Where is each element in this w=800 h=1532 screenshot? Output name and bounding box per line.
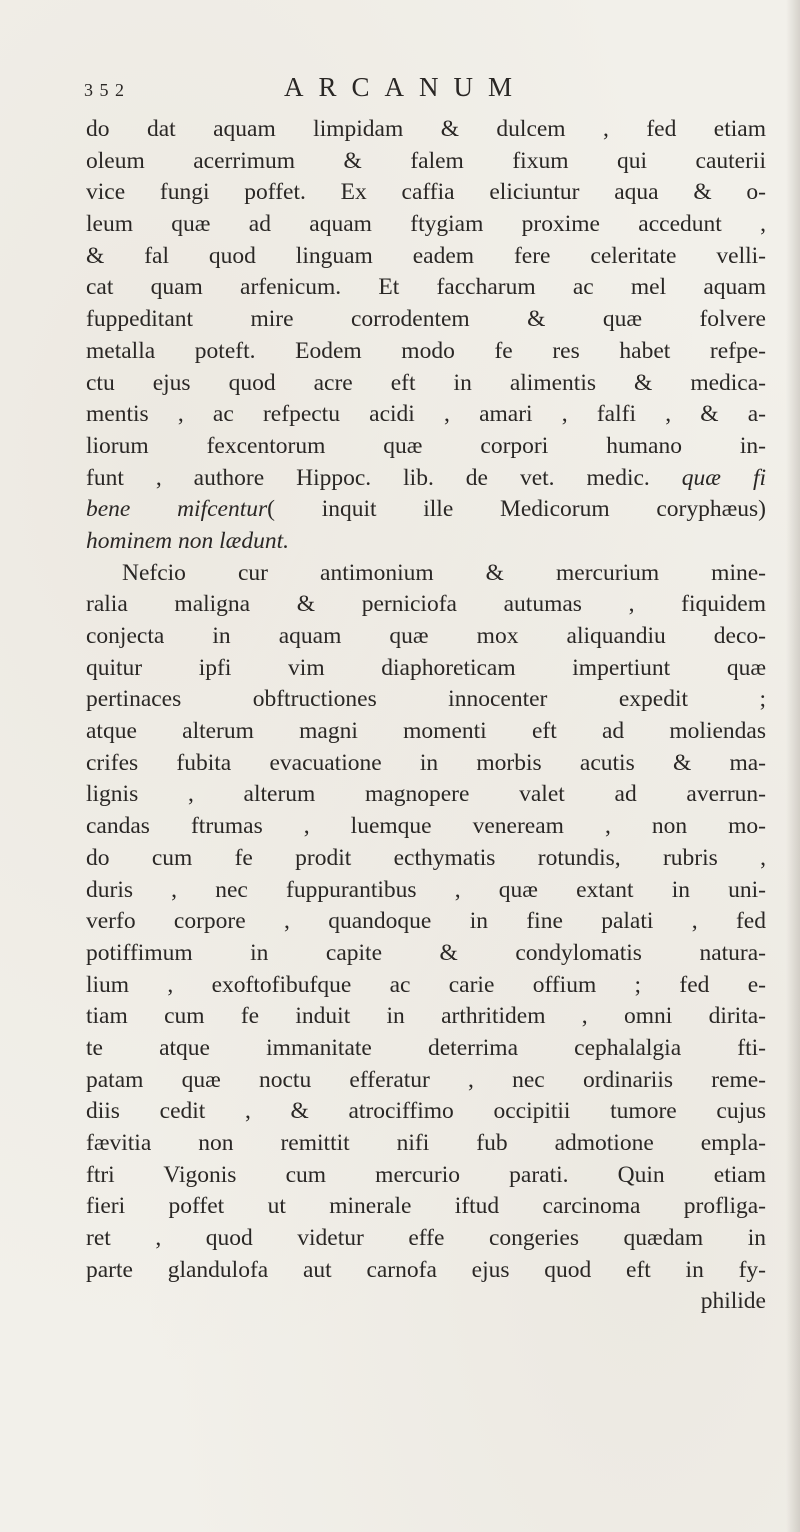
text-line [86, 970, 766, 1002]
line-text: tiam cum fe induit in arthritidem , omni dirita- [86, 1003, 766, 1030]
line-text: metalla poteft. Eodem modo fe res habet refpe- [86, 337, 766, 364]
text-line [86, 272, 766, 304]
text-line [86, 1223, 766, 1255]
line-text: diis cedit , & atrociffimo occipitii tumore cujus [86, 1098, 766, 1125]
text-line [86, 304, 766, 336]
text-line [86, 399, 766, 431]
text-line [86, 938, 766, 970]
page-header [84, 72, 724, 106]
text-line [86, 114, 766, 146]
text-line [86, 526, 766, 558]
text-line [86, 368, 766, 400]
line-text: fuppeditant mire corrodentem & quæ folvere [86, 306, 766, 333]
text-line [86, 1255, 766, 1287]
line-text: ret , quod videtur effe congeries quædam in [86, 1225, 766, 1252]
text-line [86, 146, 766, 178]
line-text: quitur ipfi vim diaphoreticam impertiunt quæ [86, 654, 766, 681]
line-text: duris , nec fuppurantibus , quæ extant in uni- [86, 876, 766, 903]
text-line [86, 1191, 766, 1223]
line-text: verfo corpore , quandoque in fine palati , fed [86, 908, 766, 935]
line-text: leum quæ ad aquam ftygiam proxime accedunt , [86, 211, 766, 238]
text-line [86, 1033, 766, 1065]
line-text: parte glandulofa aut carnofa ejus quod eft in fy- [86, 1256, 766, 1283]
line-text: do cum fe prodit ecthymatis rotundis, rubris , [86, 844, 766, 871]
line-text: vice fungi poffet. Ex caffia eliciuntur aqua & o- [86, 179, 766, 206]
text-line [86, 875, 766, 907]
text-line [86, 463, 766, 495]
line-text: mentis , ac refpectu acidi , amari , falfi , & a- [86, 401, 766, 428]
text-line [86, 1128, 766, 1160]
body-text [86, 114, 766, 1318]
line-text: funt , authore Hippoc. lib. de vet. medic. [86, 464, 650, 491]
catchword: philide [700, 1288, 766, 1315]
text-line [86, 336, 766, 368]
text-line [86, 621, 766, 653]
line-text: ralia maligna & perniciofa autumas , fiquidem [86, 591, 766, 618]
text-line [86, 748, 766, 780]
page-number: 3 5 2 [84, 80, 125, 100]
text-line [86, 843, 766, 875]
text-line [86, 811, 766, 843]
text-line [86, 684, 766, 716]
text-line [86, 589, 766, 621]
text-line [86, 1065, 766, 1097]
line-text: crifes fubita evacuatione in morbis acutis & ma- [86, 749, 766, 776]
text-line [86, 653, 766, 685]
line-text: fieri poffet ut minerale iftud carcinoma profliga- [86, 1193, 766, 1220]
line-text: ctu ejus quod acre eft in alimentis & medica- [86, 369, 766, 396]
text-line [86, 558, 766, 590]
text-line [86, 494, 766, 526]
text-line [86, 716, 766, 748]
line-text: ( inquit ille Medicorum coryphæus) [267, 496, 766, 523]
line-text: cat quam arfenicum. Et faccharum ac mel aquam [86, 274, 766, 301]
line-text: candas ftrumas , luemque veneream , non mo- [86, 813, 766, 840]
line-text: pertinaces obftructiones innocenter expedit ; [86, 686, 766, 713]
text-line [86, 241, 766, 273]
line-text: potiffimum in capite & condylomatis natura- [86, 939, 766, 966]
text-line [86, 1001, 766, 1033]
line-text: oleum acerrimum & falem fixum qui cauterii [86, 147, 766, 174]
text-line [86, 1096, 766, 1128]
text-line [86, 431, 766, 463]
text-line [86, 906, 766, 938]
text-line [86, 177, 766, 209]
page-edge-shadow [786, 0, 800, 1532]
running-head: ARCANUM [284, 72, 528, 102]
line-text: te atque immanitate deterrima cephalalgia fti- [86, 1034, 766, 1061]
line-text: do dat aquam limpidam & dulcem , fed etiam [86, 116, 766, 142]
line-text: liorum fexcentorum quæ corpori humano in- [86, 432, 766, 459]
line-text: lignis , alterum magnopere valet ad averrun- [86, 781, 766, 808]
line-text: atque alterum magni momenti eft ad moliendas [86, 718, 766, 745]
line-text: fævitia non remittit nifi fub admotione empla- [86, 1130, 766, 1156]
italic-text: hominem non lædunt. [86, 527, 290, 554]
line-text: lium , exoftofibufque ac carie offium ; fed e- [86, 971, 766, 998]
line-text: patam quæ noctu efferatur , nec ordinariis reme- [86, 1066, 766, 1093]
italic-text: bene mifcentur [86, 496, 268, 523]
text-line [86, 779, 766, 811]
line-text: Nefcio cur antimonium & mercurium mine- [122, 559, 766, 586]
line-text: & fal quod linguam eadem fere celeritate velli- [86, 242, 766, 269]
line-text: conjecta in aquam quæ mox aliquandiu deco- [86, 623, 766, 649]
line-text: ftri Vigonis cum mercurio parati. Quin etiam [86, 1161, 766, 1188]
text-line [86, 1160, 766, 1192]
text-line [86, 209, 766, 241]
italic-text: quæ fi [681, 464, 766, 491]
